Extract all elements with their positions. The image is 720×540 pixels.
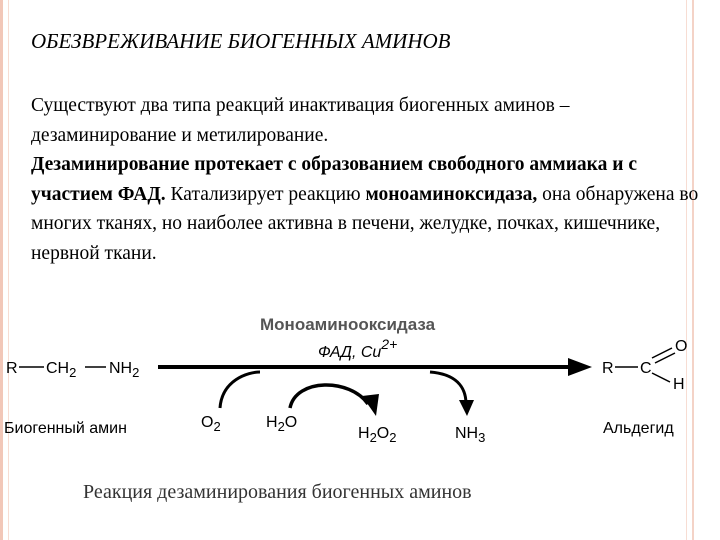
- enzyme-label: Моноаминооксидаза: [260, 315, 436, 334]
- o2-label: $O_2$: [201, 414, 221, 434]
- bond: [652, 373, 670, 382]
- nh3-label: $NH_3$: [455, 425, 486, 445]
- product-label: Альдегид: [603, 420, 674, 437]
- product-formula: [602, 338, 687, 393]
- nh3-arrowhead: [459, 400, 474, 416]
- text-span: Катализирует реакцию: [165, 183, 366, 205]
- paragraph-deamination: [31, 150, 707, 268]
- paragraph-intro: Существуют два типа реакций инактивация биогенных аминов – дезаминирование и метилирование.: [31, 95, 570, 146]
- substrate-formula: [6, 360, 139, 380]
- substrate-label: Биогенный амин: [4, 420, 127, 437]
- substrate-nh2: $NH_2$: [109, 360, 140, 380]
- text-span: она обнаружена во многих тканях, но наиболее активна в печени, желудке, почках, кишечнике, нервной ткани.: [31, 183, 699, 264]
- h2o2-arrowhead: [362, 394, 379, 416]
- substrate-r: R: [6, 360, 18, 377]
- scheme-caption: Реакция дезаминирования биогенных аминов: [83, 481, 472, 503]
- body-text: [31, 91, 707, 268]
- side-species: [201, 414, 485, 445]
- h2o-label: $H_2O$: [266, 414, 298, 434]
- product-h: H: [673, 376, 685, 393]
- bold-text: Дезаминирование протекает с образованием свободного аммиака и с участием ФАД.: [31, 154, 638, 205]
- bold-text: моноаминоксидаза,: [365, 183, 538, 205]
- reaction-arrowhead: [568, 358, 592, 376]
- nh3-out-arrow: [430, 372, 466, 404]
- product-r: R: [602, 360, 614, 377]
- product-c: C: [640, 360, 652, 377]
- h2o2-out-arrow: [290, 385, 368, 408]
- deamination-reaction-scheme: [0, 300, 720, 540]
- h2o2-label: $H_2O_2$: [358, 425, 397, 445]
- slide-title: ОБЕЗВРЕЖИВАНИЕ БИОГЕННЫХ АМИНОВ: [31, 29, 451, 53]
- cofactor-label: ФАД, Cu2+: [318, 336, 398, 361]
- substrate-ch2: $CH_2$: [46, 360, 77, 380]
- product-o: O: [675, 338, 688, 355]
- o2-in-arrow: [220, 372, 260, 408]
